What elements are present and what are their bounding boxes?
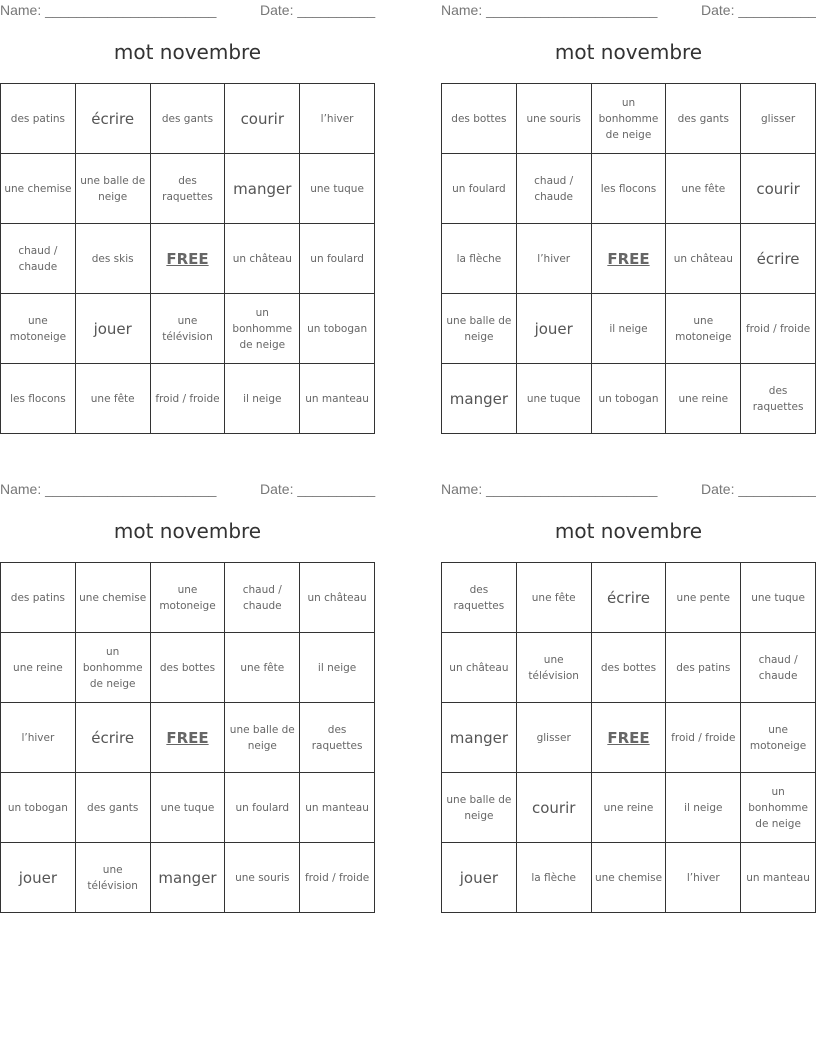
bingo-cell[interactable]: des patins — [1, 84, 76, 154]
bingo-cell[interactable]: l’hiver — [1, 703, 76, 773]
grid-row — [1, 633, 375, 703]
bingo-cell[interactable]: froid / froide — [300, 843, 375, 913]
bingo-cell[interactable]: des skis — [75, 224, 150, 294]
free-cell[interactable]: FREE — [591, 224, 666, 294]
bingo-cell[interactable]: manger — [442, 703, 517, 773]
bingo-cell[interactable]: chaud / chaude — [741, 633, 816, 703]
bingo-cell[interactable]: froid / froide — [741, 294, 816, 364]
bingo-cell[interactable]: une télévision — [75, 843, 150, 913]
grid-row — [1, 843, 375, 913]
bingo-cell[interactable]: une fête — [225, 633, 300, 703]
bingo-cell[interactable]: jouer — [75, 294, 150, 364]
bingo-cell[interactable]: un foulard — [225, 773, 300, 843]
bingo-cell[interactable]: un bonhomme de neige — [741, 773, 816, 843]
bingo-cell[interactable]: froid / froide — [150, 364, 225, 434]
grid-row — [442, 703, 816, 773]
grid-row — [442, 633, 816, 703]
bingo-cell[interactable]: courir — [516, 773, 591, 843]
grid-row — [1, 563, 375, 633]
free-cell[interactable]: FREE — [150, 224, 225, 294]
bingo-cell[interactable]: glisser — [516, 703, 591, 773]
name-field[interactable]: Name: ______________________ — [441, 481, 658, 497]
bingo-cell[interactable]: écrire — [75, 703, 150, 773]
grid-row — [442, 294, 816, 364]
bingo-cell[interactable]: une motoneige — [150, 563, 225, 633]
bingo-cell[interactable]: écrire — [741, 224, 816, 294]
grid-row — [1, 773, 375, 843]
bingo-cell[interactable]: l’hiver — [666, 843, 741, 913]
bingo-cell[interactable]: une reine — [591, 773, 666, 843]
bingo-grid — [441, 562, 816, 913]
bingo-cell[interactable]: une balle de neige — [225, 703, 300, 773]
bingo-cell[interactable]: un bonhomme de neige — [225, 294, 300, 364]
bingo-cell[interactable]: les flocons — [1, 364, 76, 434]
bingo-cell[interactable]: une chemise — [75, 563, 150, 633]
bingo-cell[interactable]: un château — [225, 224, 300, 294]
bingo-cell[interactable]: un château — [666, 224, 741, 294]
grid-row — [1, 224, 375, 294]
bingo-cell[interactable]: il neige — [666, 773, 741, 843]
grid-row — [442, 154, 816, 224]
bingo-cell[interactable]: une balle de neige — [75, 154, 150, 224]
grid-row — [442, 843, 816, 913]
grid-row — [442, 773, 816, 843]
card-title: mot novembre — [554, 519, 703, 543]
bingo-cell[interactable]: une balle de neige — [442, 773, 517, 843]
bingo-cell[interactable]: un château — [300, 563, 375, 633]
bingo-cell[interactable]: courir — [741, 154, 816, 224]
bingo-cell[interactable]: une fête — [666, 154, 741, 224]
bingo-cell[interactable]: des gants — [666, 84, 741, 154]
bingo-cell[interactable]: une pente — [666, 563, 741, 633]
bingo-cell[interactable]: une fête — [75, 364, 150, 434]
bingo-cell[interactable]: des raquettes — [442, 563, 517, 633]
bingo-cell[interactable]: écrire — [75, 84, 150, 154]
bingo-cell[interactable]: écrire — [591, 563, 666, 633]
bingo-cell[interactable]: courir — [225, 84, 300, 154]
bingo-cell[interactable]: une reine — [666, 364, 741, 434]
grid-row — [1, 154, 375, 224]
bingo-cell[interactable]: manger — [150, 843, 225, 913]
grid-row — [1, 703, 375, 773]
bingo-cell[interactable]: une reine — [1, 633, 76, 703]
bingo-cell[interactable]: des bottes — [591, 633, 666, 703]
bingo-cell[interactable]: un manteau — [741, 843, 816, 913]
name-field[interactable]: Name: ______________________ — [0, 481, 217, 497]
bingo-grid — [441, 83, 816, 434]
bingo-cell[interactable]: chaud / chaude — [225, 563, 300, 633]
bingo-cell[interactable]: une tuque — [516, 364, 591, 434]
bingo-cell[interactable]: un bonhomme de neige — [591, 84, 666, 154]
bingo-cell[interactable]: des bottes — [442, 84, 517, 154]
bingo-grid — [0, 562, 375, 913]
bingo-cell[interactable]: un foulard — [442, 154, 517, 224]
card-title: mot novembre — [113, 40, 262, 64]
grid-row — [1, 364, 375, 434]
date-field[interactable]: Date: __________ — [260, 2, 376, 18]
bingo-cell[interactable]: un tobogan — [591, 364, 666, 434]
bingo-cell[interactable]: des gants — [150, 84, 225, 154]
bingo-cell[interactable]: des patins — [666, 633, 741, 703]
bingo-cell[interactable]: une tuque — [150, 773, 225, 843]
bingo-cell[interactable]: une balle de neige — [442, 294, 517, 364]
card-header — [0, 479, 375, 499]
bingo-cell[interactable]: l’hiver — [300, 84, 375, 154]
bingo-cell[interactable]: une télévision — [150, 294, 225, 364]
grid-row — [442, 364, 816, 434]
bingo-cell[interactable]: la flèche — [442, 224, 517, 294]
bingo-cell[interactable]: des patins — [1, 563, 76, 633]
bingo-cell[interactable]: l’hiver — [516, 224, 591, 294]
bingo-cell[interactable]: un bonhomme de neige — [75, 633, 150, 703]
bingo-cell[interactable]: une télévision — [516, 633, 591, 703]
bingo-cell[interactable]: manger — [442, 364, 517, 434]
card-title: mot novembre — [554, 40, 703, 64]
bingo-cell[interactable]: un tobogan — [300, 294, 375, 364]
bingo-cell[interactable]: un foulard — [300, 224, 375, 294]
free-cell[interactable]: FREE — [150, 703, 225, 773]
bingo-cell[interactable]: froid / froide — [666, 703, 741, 773]
bingo-cell[interactable]: des bottes — [150, 633, 225, 703]
bingo-cell[interactable]: un manteau — [300, 773, 375, 843]
bingo-cell[interactable]: une motoneige — [1, 294, 76, 364]
bingo-cell[interactable]: une tuque — [741, 563, 816, 633]
date-field[interactable]: Date: __________ — [260, 481, 376, 497]
bingo-cell[interactable]: il neige — [591, 294, 666, 364]
card-header — [441, 0, 816, 20]
bingo-cell[interactable]: un manteau — [300, 364, 375, 434]
bingo-cell[interactable]: glisser — [741, 84, 816, 154]
grid-row — [442, 224, 816, 294]
grid-row — [1, 294, 375, 364]
name-field[interactable]: Name: ______________________ — [441, 2, 658, 18]
bingo-cell[interactable]: une souris — [516, 84, 591, 154]
bingo-cell[interactable]: jouer — [1, 843, 76, 913]
bingo-cell[interactable]: des raquettes — [300, 703, 375, 773]
bingo-cell[interactable]: des raquettes — [150, 154, 225, 224]
bingo-cell[interactable]: jouer — [516, 294, 591, 364]
bingo-cell[interactable]: un château — [442, 633, 517, 703]
grid-row — [1, 84, 375, 154]
bingo-cell[interactable]: une chemise — [591, 843, 666, 913]
bingo-cell[interactable]: manger — [225, 154, 300, 224]
free-cell[interactable]: FREE — [591, 703, 666, 773]
bingo-cell[interactable]: la flèche — [516, 843, 591, 913]
bingo-cell[interactable]: il neige — [300, 633, 375, 703]
bingo-cell[interactable]: il neige — [225, 364, 300, 434]
bingo-cell[interactable]: chaud / chaude — [516, 154, 591, 224]
bingo-cell[interactable]: une tuque — [300, 154, 375, 224]
bingo-cell[interactable]: des gants — [75, 773, 150, 843]
bingo-cell[interactable]: une fête — [516, 563, 591, 633]
date-field[interactable]: Date: __________ — [701, 481, 816, 497]
date-field[interactable]: Date: __________ — [701, 2, 816, 18]
bingo-cell[interactable]: jouer — [442, 843, 517, 913]
bingo-cell[interactable]: une motoneige — [666, 294, 741, 364]
name-field[interactable]: Name: ______________________ — [0, 2, 217, 18]
grid-row — [442, 84, 816, 154]
bingo-grid — [0, 83, 375, 434]
bingo-cell[interactable]: des raquettes — [741, 364, 816, 434]
bingo-cell[interactable]: un tobogan — [1, 773, 76, 843]
card-header — [0, 0, 375, 20]
bingo-cell[interactable]: chaud / chaude — [1, 224, 76, 294]
bingo-cell[interactable]: une souris — [225, 843, 300, 913]
card-title: mot novembre — [113, 519, 262, 543]
card-header — [441, 479, 816, 499]
bingo-cell[interactable]: une chemise — [1, 154, 76, 224]
grid-row — [442, 563, 816, 633]
bingo-cell[interactable]: les flocons — [591, 154, 666, 224]
bingo-cell[interactable]: une motoneige — [741, 703, 816, 773]
